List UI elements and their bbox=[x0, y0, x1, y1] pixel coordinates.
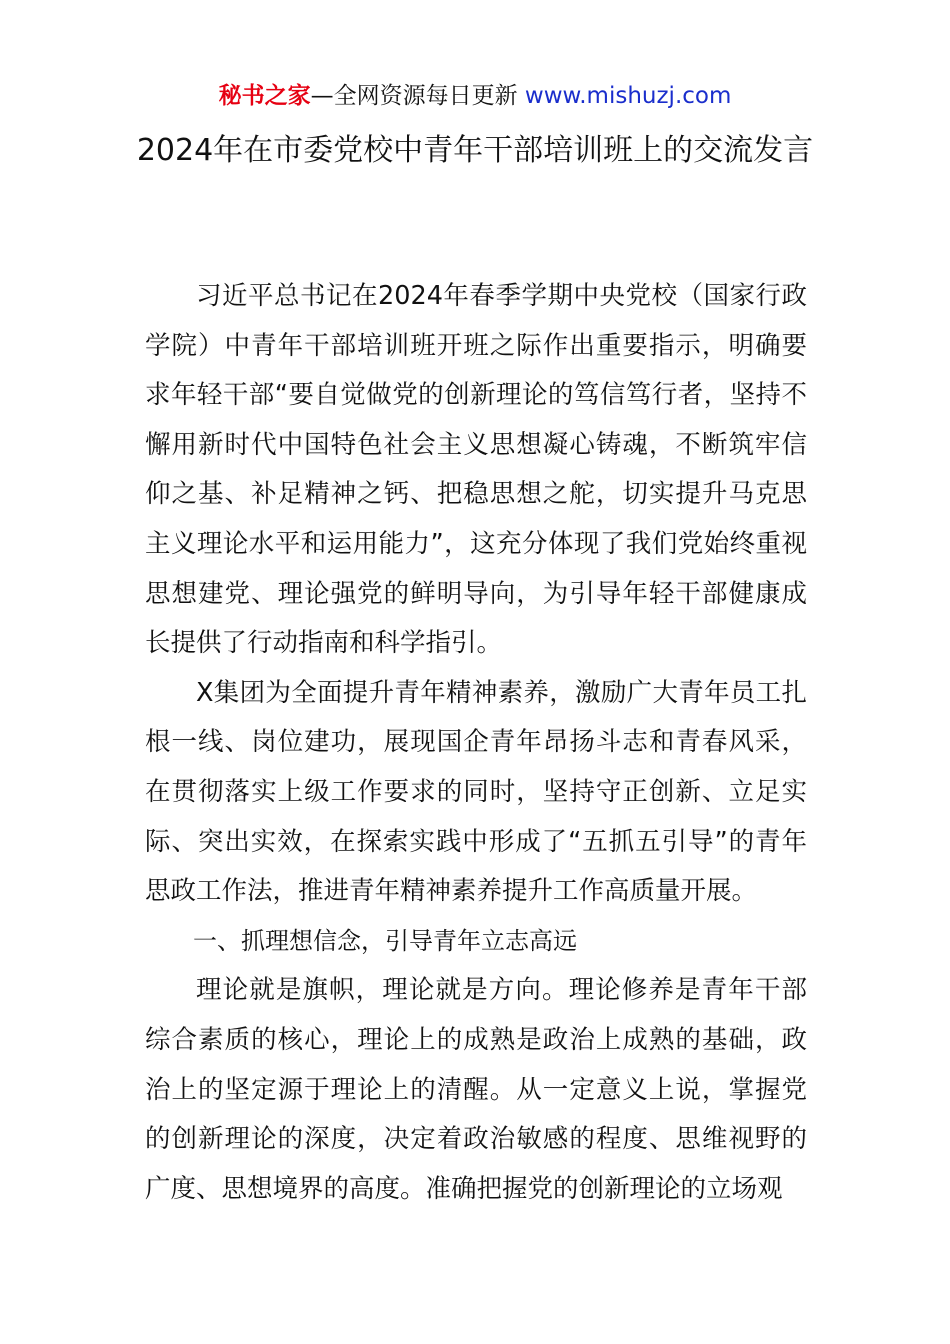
document-body bbox=[145, 272, 807, 1214]
paragraph-theory: 理论就是旗帜，理论就是方向。理论修养是青年干部综合素质的核心，理论上的成熟是政治上成熟的基础，政治上的坚定源于理论上的清醒。从一定意义上说，掌握党的创新理论的深度，决定着政治敏感的程度、思维视野的广度、思想境界的高度。准确把握党的创新理论的立场观 bbox=[145, 975, 807, 1204]
paragraph-intro: 习近平总书记在2024年春季学期中央党校（国家行政学院）中青年干部培训班开班之际作出重要指示，明确要求年轻干部“要自觉做党的创新理论的笃信笃行者，坚持不懈用新时代中国特色社会主义思想凝心铸魂，不断筑牢信仰之基、补足精神之钙、把稳思想之舵，切实提升马克思主义理论水平和运用能力”，这充分体现了我们党始终重视思想建党、理论强党的鲜明导向，为引导年轻干部健康成长提供了行动指南和科学指引。 bbox=[145, 281, 807, 659]
document-title: 2024年在市委党校中青年干部培训班上的交流发言 bbox=[136, 133, 814, 168]
site-header bbox=[0, 80, 950, 112]
site-tagline: —全网资源每日更新 bbox=[310, 83, 525, 109]
site-url-link[interactable]: www.mishuzj.com bbox=[524, 83, 732, 109]
paragraph-group-overview: X集团为全面提升青年精神素养，激励广大青年员工扎根一线、岗位建功，展现国企青年昂扬斗志和青春风采，在贯彻落实上级工作要求的同时，坚持守正创新、立足实际、突出实效，在探索实践中形成了“五抓五引导”的青年思政工作法，推进青年精神素养提升工作高质量开展。 bbox=[145, 677, 807, 907]
section-heading-1: 一、抓理想信念，引导青年立志高远 bbox=[193, 926, 577, 955]
site-brand: 秘书之家 bbox=[218, 83, 311, 109]
